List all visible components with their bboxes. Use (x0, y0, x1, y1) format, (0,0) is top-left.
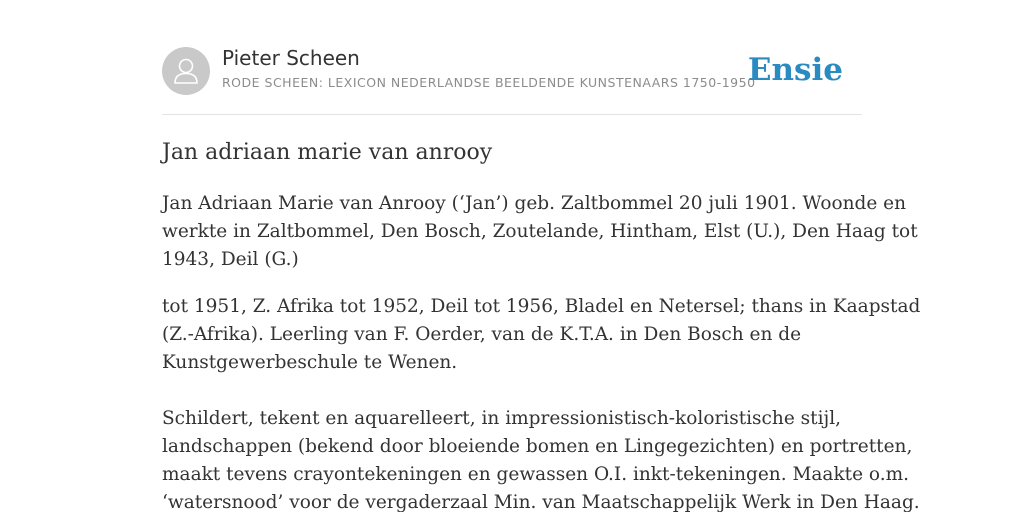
text-line: Jan Adriaan Marie van Anrooy (‘Jan’) geb. Zaltbommel 20 juli 1901. Woonde en (162, 193, 907, 214)
text-line: tot 1951, Z. Afrika tot 1952, Deil tot 1956, Bladel en Netersel; thans in Kaapstad (162, 296, 921, 317)
text-line: landschappen (bekend door bloeiende bomen en Lingegezichten) en portretten, (162, 436, 913, 457)
text-line: werkte in Zaltbommel, Den Bosch, Zoutelande, Hintham, Elst (U.), Den Haag tot (162, 221, 918, 242)
author-avatar[interactable] (162, 47, 210, 95)
text-line: Schildert, tekent en aquarelleert, in impressionistisch-koloristische stijl, (162, 408, 842, 429)
text-line: 1943, Deil (G.) (162, 249, 299, 270)
author-name[interactable]: Pieter Scheen (222, 46, 360, 70)
paragraph-2 (162, 293, 921, 377)
text-line: Kunstgewerbeschule te Wenen. (162, 352, 458, 373)
text-line: (Z.-Afrika). Leerling van F. Oerder, van de K.T.A. in Den Bosch en de (162, 324, 802, 345)
user-icon (162, 47, 210, 95)
page-title: Jan adriaan marie van anrooy (162, 140, 493, 165)
text-line: ‘watersnood’ voor de vergaderzaal Min. van Maatschappelijk Werk in Den Haag. (162, 492, 920, 512)
paragraph-1 (162, 190, 918, 274)
paragraph-3 (162, 405, 920, 512)
article-header (162, 46, 862, 115)
ensie-logo[interactable]: Ensie (747, 52, 843, 88)
source-title[interactable]: RODE SCHEEN: LEXICON NEDERLANDSE BEELDENDE KUNSTENAARS 1750-1950 (222, 75, 756, 90)
text-line: maakt tevens crayontekeningen en gewassen O.I. inkt-tekeningen. Maakte o.m. (162, 464, 910, 485)
